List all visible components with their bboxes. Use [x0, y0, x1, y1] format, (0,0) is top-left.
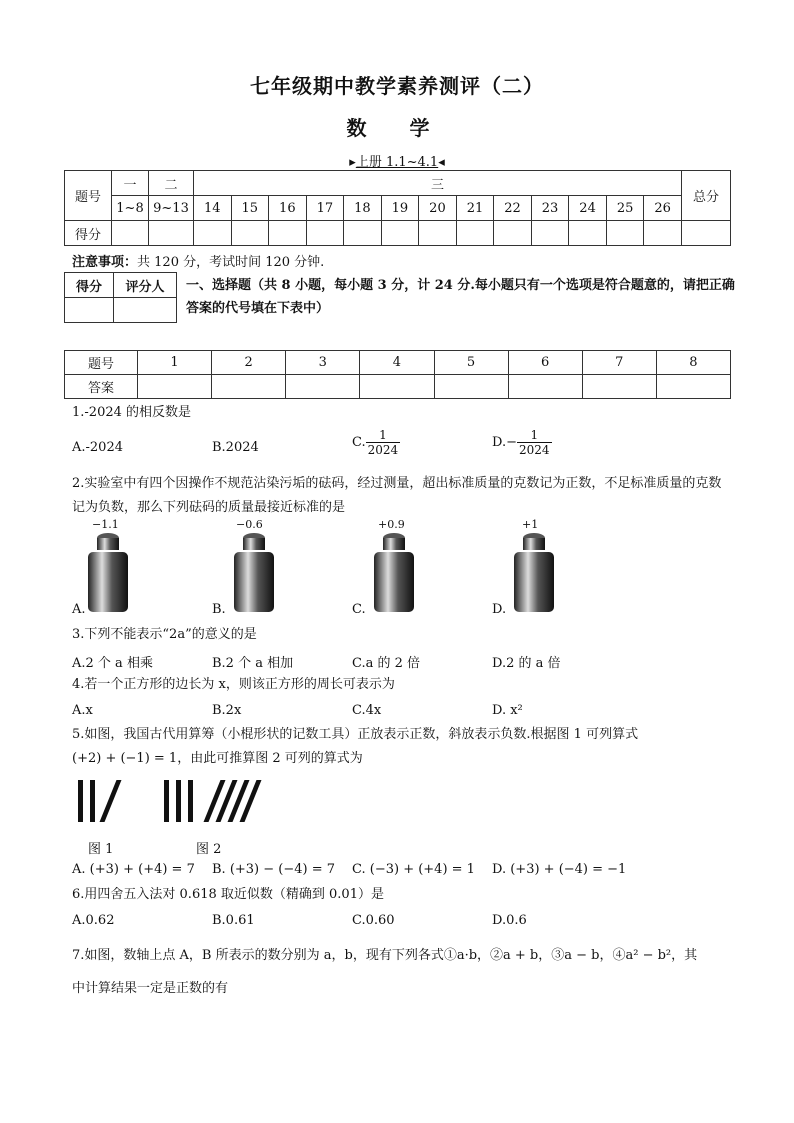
q5-figure-1-rods [72, 778, 132, 826]
sub-header: 15 [231, 196, 269, 221]
paper-title: 七年级期中教学素养测评（二） [250, 74, 544, 98]
q2-weight-d [492, 518, 562, 617]
sub-header: 17 [306, 196, 344, 221]
q5-figure-2-rods [160, 778, 290, 826]
q5-option-c: C. (−3) + (+4) = 1 [352, 862, 475, 877]
q1-d-den: 2024 [518, 443, 550, 457]
q1-c-den: 2024 [367, 443, 399, 457]
answer-table [64, 350, 731, 399]
score-cell[interactable] [606, 221, 644, 246]
q3-option-c: C.a 的 2 倍 [352, 656, 421, 671]
answer-cell[interactable] [582, 375, 656, 399]
q6-stem: 6.用四舍五入法对 0.618 取近似数（精确到 0.01）是 [72, 887, 384, 902]
score-cell[interactable] [194, 221, 232, 246]
grader-score-cell[interactable] [65, 298, 114, 323]
answer-cell[interactable] [360, 375, 434, 399]
score-cell[interactable] [306, 221, 344, 246]
scope-line [0, 151, 794, 170]
sub-header: 23 [531, 196, 569, 221]
q2-option-a: A. [72, 602, 86, 617]
q2-option-d: D. [492, 602, 507, 617]
score-table-label: 题号 [65, 171, 112, 221]
grader-box [64, 272, 177, 323]
q4-option-a: A.x [72, 703, 93, 718]
rod [188, 780, 193, 822]
q3-option-a: A.2 个 a 相乘 [72, 656, 153, 671]
score-cell[interactable] [269, 221, 307, 246]
q5-figure-1-caption: 图 1 [88, 842, 114, 857]
weight-icon [80, 532, 136, 614]
score-cell[interactable] [344, 221, 382, 246]
answer-cell[interactable] [138, 375, 212, 399]
exam-note [72, 251, 324, 270]
q5-option-a: A. (+3) + (+4) = 7 [72, 862, 195, 877]
answer-cell[interactable] [434, 375, 508, 399]
sub-header: 25 [606, 196, 644, 221]
score-cell[interactable] [569, 221, 607, 246]
sub-header: 24 [569, 196, 607, 221]
score-cell[interactable] [381, 221, 419, 246]
grader-name-cell[interactable] [114, 298, 177, 323]
total-header: 总分 [682, 171, 731, 221]
section-1-heading: 一、选择题（共 8 小题，每小题 3 分，计 24 分.每小题只有一个选项是符合题意的，请把正确答案的代号填在下表中） [186, 278, 735, 316]
weight-icon [506, 532, 562, 614]
q3-option-b: B.2 个 a 相加 [212, 656, 294, 671]
weight-icon [226, 532, 282, 614]
sub-header: 21 [456, 196, 494, 221]
q2-option-c: C. [352, 602, 366, 617]
q1-stem: 1.-2024 的相反数是 [72, 405, 192, 420]
sub-header: 16 [269, 196, 307, 221]
weight-d-label: +1 [522, 518, 539, 531]
note-label: 注意事项： [72, 255, 138, 270]
q6-option-d: D.0.6 [492, 913, 527, 928]
scope-text: 上册 1.1~4.1 [355, 155, 439, 170]
q6-option-a: A.0.62 [72, 913, 115, 928]
scope-right-marker: ◂ [438, 155, 445, 170]
rod [90, 780, 95, 822]
score-table [64, 170, 731, 246]
note-text: 共 120 分，考试时间 120 分钟. [137, 255, 325, 270]
q1-d-fraction [517, 428, 552, 457]
q1-option-d [492, 428, 552, 457]
q5-stem-line1: 5.如图，我国古代用算筹（小棍形状的记数工具）正放表示正数，斜放表示负数.根据图 1 可列算式 [72, 727, 639, 742]
answer-num: 7 [582, 351, 656, 375]
sub-header: 26 [644, 196, 682, 221]
weight-c-label: +0.9 [378, 518, 405, 531]
score-cell[interactable] [531, 221, 569, 246]
answer-table-num-label: 题号 [65, 351, 138, 375]
q2-weight-a [72, 518, 142, 617]
answer-cell[interactable] [508, 375, 582, 399]
rod [164, 780, 169, 822]
q7-stem-line1: 7.如图，数轴上点 A，B 所表示的数分别为 a，b，现有下列各式①a·b，②a + b，③a − b，④a² − b²，其 [72, 948, 698, 963]
answer-num: 4 [360, 351, 434, 375]
subject-title: 数 学 [346, 116, 448, 140]
sub-header: 22 [494, 196, 532, 221]
q6-option-c: C.0.60 [352, 913, 395, 928]
group-2-header: 二 [149, 171, 194, 196]
q4-option-d: D. x² [492, 703, 523, 718]
weight-a-label: −1.1 [92, 518, 119, 531]
q5-figure-2-caption: 图 2 [196, 842, 222, 857]
q1-c-num: 1 [366, 428, 401, 443]
answer-num: 1 [138, 351, 212, 375]
sub-header: 18 [344, 196, 382, 221]
q1-c-fraction [366, 428, 401, 457]
q5-option-d: D. (+3) + (−4) = −1 [492, 862, 627, 877]
score-cell[interactable] [419, 221, 457, 246]
q3-option-d: D.2 的 a 倍 [492, 656, 561, 671]
q2-stem: 2.实验室中有四个因操作不规范沾染污垢的砝码，经过测量，超出标准质量的克数记为正数，不足标准质量的克数记为负数，那么下列砝码的质量最接近标准的是 [72, 476, 722, 515]
score-cell[interactable] [149, 221, 194, 246]
sub-header: 20 [419, 196, 457, 221]
rod [100, 780, 122, 822]
score-cell[interactable] [682, 221, 731, 246]
score-row-label: 得分 [65, 221, 112, 246]
weight-b-label: −0.6 [236, 518, 263, 531]
group-1-header: 一 [112, 171, 149, 196]
answer-num: 5 [434, 351, 508, 375]
q3-stem: 3.下列不能表示“2a”的意义的是 [72, 627, 257, 642]
q6-option-b: B.0.61 [212, 913, 255, 928]
answer-cell[interactable] [656, 375, 730, 399]
scope-left-marker: ▸ [349, 155, 356, 170]
q5-option-b: B. (+3) − (−4) = 7 [212, 862, 336, 877]
answer-num: 6 [508, 351, 582, 375]
q1-d-num: 1 [517, 428, 552, 443]
weight-icon [366, 532, 422, 614]
q2-weight-c [352, 518, 422, 617]
q5-stem-line2: (+2) + (−1) = 1，由此可推算图 2 可列的算式为 [72, 751, 363, 766]
q2-option-b: B. [212, 602, 226, 617]
q1-option-c [352, 428, 400, 457]
grader-score-label: 得分 [65, 273, 114, 298]
answer-cell[interactable] [286, 375, 360, 399]
group-3-header: 三 [194, 171, 682, 196]
answer-cell[interactable] [212, 375, 286, 399]
q4-stem: 4.若一个正方形的边长为 x，则该正方形的周长可表示为 [72, 677, 395, 692]
score-cell[interactable] [456, 221, 494, 246]
score-cell[interactable] [494, 221, 532, 246]
sub-header: 14 [194, 196, 232, 221]
sub-header: 9~13 [149, 196, 194, 221]
answer-table-ans-label: 答案 [65, 375, 138, 399]
q1-c-prefix: C. [352, 435, 366, 450]
q4-option-c: C.4x [352, 703, 382, 718]
score-cell[interactable] [112, 221, 149, 246]
answer-num: 2 [212, 351, 286, 375]
answer-num: 3 [286, 351, 360, 375]
score-cell[interactable] [231, 221, 269, 246]
answer-num: 8 [656, 351, 730, 375]
q7-stem-line2: 中计算结果一定是正数的有 [72, 981, 229, 996]
grader-name-label: 评分人 [114, 273, 177, 298]
score-cell[interactable] [644, 221, 682, 246]
q1-option-a: A.-2024 [72, 440, 123, 455]
sub-header: 1~8 [112, 196, 149, 221]
q4-option-b: B.2x [212, 703, 242, 718]
q2-weight-b [212, 518, 282, 617]
rod [78, 780, 83, 822]
q1-d-prefix: D.− [492, 435, 517, 450]
q1-option-b: B.2024 [212, 440, 259, 455]
sub-header: 19 [381, 196, 419, 221]
rod [176, 780, 181, 822]
